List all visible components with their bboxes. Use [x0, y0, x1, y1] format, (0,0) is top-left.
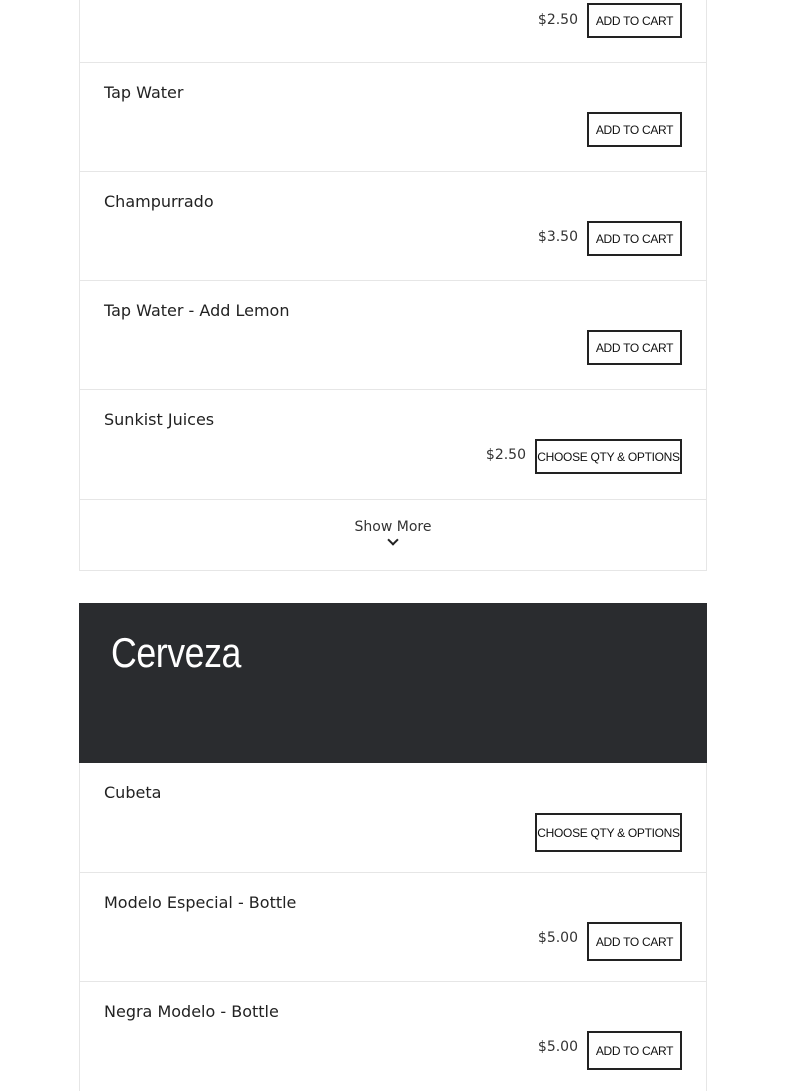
menu-item: [80, 873, 706, 982]
item-name: Modelo Especial - Bottle: [104, 893, 297, 912]
add-to-cart-button[interactable]: ADD TO CART: [587, 112, 682, 147]
item-name: Sunkist Juices: [104, 410, 215, 429]
menu-item: [80, 982, 706, 1091]
add-to-cart-button[interactable]: ADD TO CART: [587, 221, 682, 256]
menu-item: [80, 172, 706, 281]
choose-qty-options-button[interactable]: CHOOSE QTY & OPTIONS: [535, 439, 682, 474]
cerveza-menu-list: [79, 763, 707, 1091]
menu-item: [80, 281, 706, 390]
chevron-down-icon: [387, 534, 398, 545]
add-to-cart-button[interactable]: ADD TO CART: [587, 3, 682, 38]
show-more-button[interactable]: [80, 500, 706, 571]
item-price: $3.50: [537, 229, 578, 245]
choose-qty-options-button[interactable]: CHOOSE QTY & OPTIONS: [535, 813, 682, 852]
menu-item: [80, 63, 706, 172]
menu-item: [80, 0, 706, 63]
add-to-cart-button[interactable]: ADD TO CART: [587, 330, 682, 365]
item-name: Cubeta: [104, 783, 162, 802]
add-to-cart-button[interactable]: ADD TO CART: [587, 922, 682, 961]
menu-item: [80, 763, 706, 873]
add-to-cart-button[interactable]: ADD TO CART: [587, 1031, 682, 1070]
item-price: $2.50: [537, 12, 578, 28]
item-name: Tap Water: [104, 83, 184, 102]
item-price: $5.00: [537, 1039, 578, 1055]
cerveza-section-header: [79, 603, 707, 763]
item-name: Tap Water - Add Lemon: [104, 301, 290, 320]
section-title: Cerveza: [111, 629, 241, 676]
item-name: Negra Modelo - Bottle: [104, 1002, 279, 1021]
drinks-menu-list: [79, 0, 707, 571]
show-more-label: Show More: [354, 519, 432, 535]
item-name: Champurrado: [104, 192, 214, 211]
item-price: $2.50: [485, 447, 526, 463]
item-price: $5.00: [537, 930, 578, 946]
menu-item: [80, 390, 706, 500]
